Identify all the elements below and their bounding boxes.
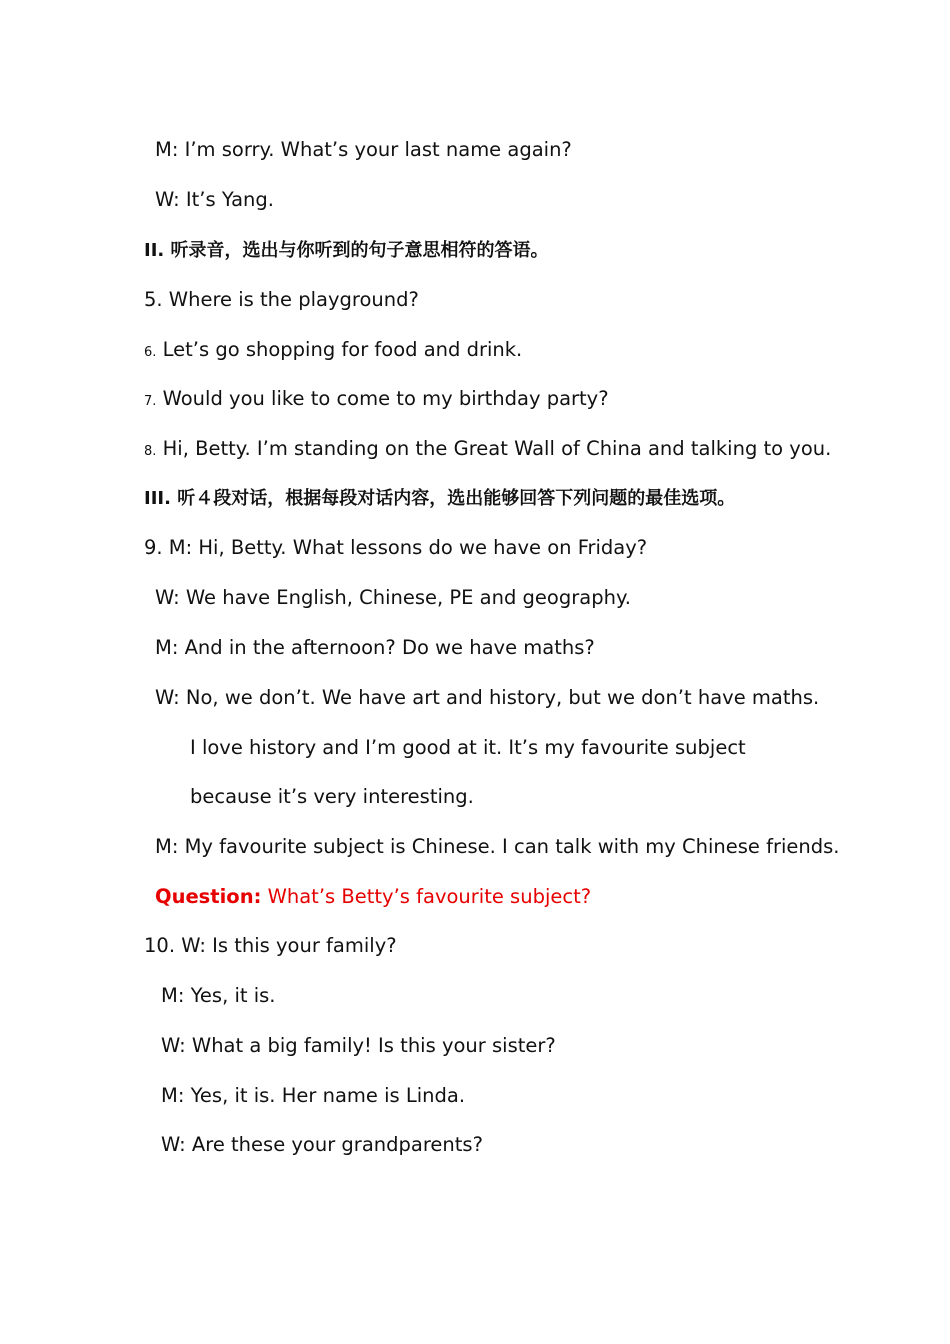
dialogue-line-w-yang: W: It’s Yang.	[155, 188, 274, 211]
dialogue-9-line-7: M: My favourite subject is Chinese. I can talk with my Chinese friends.	[155, 835, 840, 858]
item-8-text: Hi, Betty. I’m standing on the Great Wall of China and talking to you.	[162, 437, 832, 460]
dialogue-10-line-5: W: Are these your grandparents?	[161, 1133, 483, 1156]
section-2-heading: II. 听录音，选出与你听到的句子意思相符的答语。	[144, 240, 549, 261]
dialogue-9-line-4: W: No, we don’t. We have art and history, but we don’t have maths.	[155, 686, 820, 709]
item-6-text: Let’s go shopping for food and drink.	[162, 338, 523, 361]
item-7-number: 7.	[144, 394, 157, 409]
dialogue-9-line-5: I love history and I’m good at it. It’s my favourite subject	[190, 736, 746, 759]
item-6-number: 6.	[144, 345, 157, 360]
item-7-text: Would you like to come to my birthday party?	[162, 387, 609, 410]
item-5: 5. Where is the playground?	[144, 288, 419, 311]
question-text: What’s Betty’s favourite subject?	[267, 885, 592, 908]
dialogue-10-line-2: M: Yes, it is.	[161, 984, 276, 1007]
dialogue-9-question	[155, 884, 591, 910]
dialogue-9-line-6: because it’s very interesting.	[190, 785, 474, 808]
dialogue-9-line-1: 9. M: Hi, Betty. What lessons do we have on Friday?	[144, 536, 648, 559]
dialogue-10-line-4: M: Yes, it is. Her name is Linda.	[161, 1084, 466, 1107]
item-8-number: 8.	[144, 444, 157, 459]
section-3-heading: III. 听４段对话，根据每段对话内容，选出能够回答下列问题的最佳选项。	[144, 488, 736, 509]
item-8	[144, 436, 831, 465]
dialogue-line-m-sorry: M: I’m sorry. What’s your last name again?	[155, 138, 572, 161]
dialogue-9-line-2: W: We have English, Chinese, PE and geography.	[155, 586, 631, 609]
item-6	[144, 337, 522, 366]
question-label: Question:	[155, 885, 262, 908]
dialogue-10-line-3: W: What a big family! Is this your sister?	[161, 1034, 556, 1057]
item-7	[144, 386, 609, 415]
dialogue-10-line-1: 10. W: Is this your family?	[144, 934, 397, 957]
dialogue-9-line-3: M: And in the afternoon? Do we have maths?	[155, 636, 595, 659]
